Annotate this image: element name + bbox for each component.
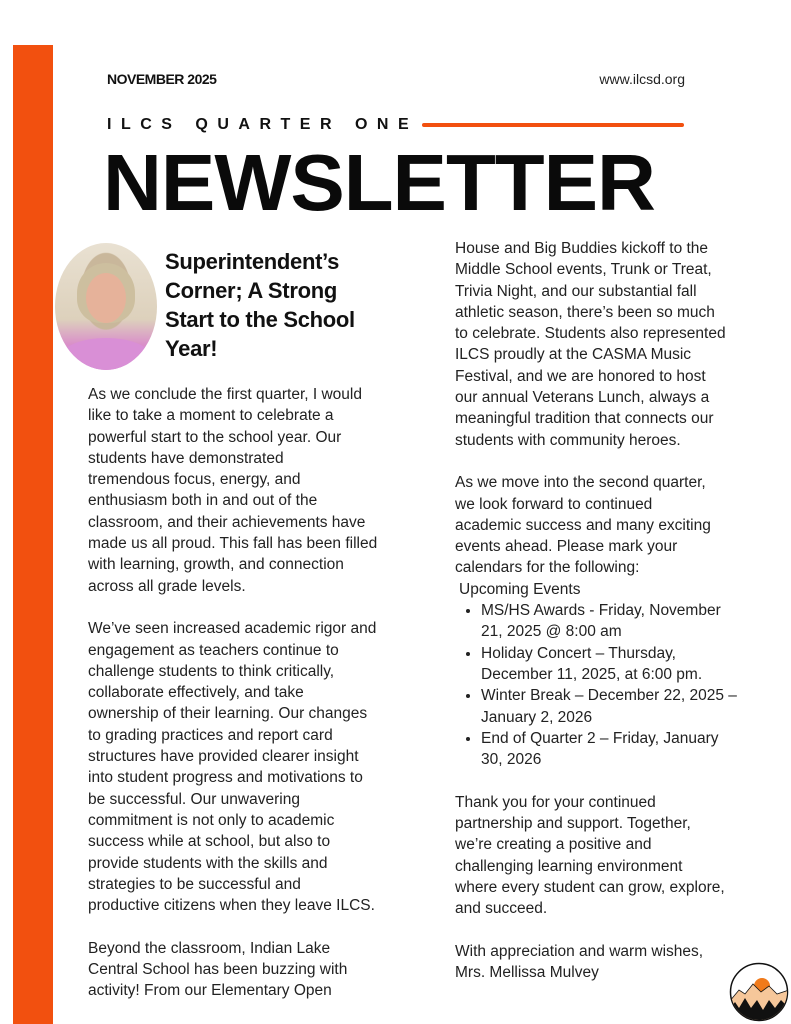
text-line: engagement as teachers continue to (88, 641, 339, 659)
text-line: December 11, 2025, at 6:00 pm. (481, 665, 703, 683)
text-line: challenge students to think critically, (88, 662, 335, 680)
accent-rule (422, 123, 684, 127)
text-line: to grading practices and report card (88, 726, 333, 744)
text-line: athletic season, there’s been so much (455, 303, 715, 321)
text-line: where every student can grow, explore, (455, 878, 725, 896)
text-line: with learning, growth, and connection (88, 556, 344, 574)
events-list (455, 600, 737, 770)
event-item (481, 728, 737, 771)
text-line: Mrs. Mellissa Mulvey (455, 964, 599, 982)
text-line: our annual Veterans Lunch, always a (455, 389, 710, 407)
accent-stripe (13, 45, 53, 1024)
text-line: classroom, and their achievements have (88, 513, 366, 531)
issue-date: NOVEMBER 2025 (107, 71, 217, 87)
text-line: Superintendent’s (165, 249, 340, 274)
website-url: www.ilcsd.org (599, 71, 685, 87)
text-line: students with community heroes. (455, 431, 681, 449)
text-line: be successful. Our unwavering (88, 790, 300, 808)
text-line: collaborate effectively, and take (88, 684, 304, 702)
text-line: ownership of their learning. Our changes (88, 705, 368, 723)
text-line: House and Big Buddies kickoff to the (455, 240, 709, 257)
text-line: 21, 2025 @ 8:00 am (481, 623, 622, 641)
text-line: productive citizens when they leave ILCS. (88, 897, 375, 915)
text-line: As we move into the second quarter, (455, 474, 706, 492)
text-line: • End of Quarter 2 – Friday, January (481, 729, 719, 747)
school-logo-icon (729, 962, 789, 1022)
text-line: students have demonstrated (88, 449, 284, 467)
events-label: Upcoming Events (459, 580, 581, 598)
event-item (481, 600, 737, 643)
text-line: Start to the School (165, 307, 355, 332)
text-line: Middle School events, Trunk or Treat, (455, 261, 712, 279)
text-line: • Winter Break – December 22, 2025 – (481, 687, 737, 705)
text-line: challenging learning environment (455, 857, 683, 875)
text-line: and succeed. (455, 900, 548, 918)
text-line: calendars for the following: (455, 559, 640, 577)
text-line: enthusiasm both in and out of the (88, 492, 318, 510)
kicker: ILCS QUARTER ONE (107, 116, 419, 133)
text-line: provide students with the skills and (88, 854, 328, 872)
text-line: Thank you for your continued (455, 793, 656, 811)
text-line: Trivia Night, and our substantial fall (455, 282, 697, 300)
text-line: • MS/HS Awards - Friday, November (481, 602, 721, 620)
text-line: As we conclude the first quarter, I would (88, 386, 362, 403)
text-line: We’ve seen increased academic rigor and (88, 620, 377, 638)
text-line: activity! From our Elementary Open (88, 982, 332, 1000)
text-line: • Holiday Concert – Thursday, (481, 644, 676, 662)
text-line: January 2, 2026 (481, 708, 593, 726)
text-line: With appreciation and warm wishes, (455, 942, 704, 960)
text-line: academic success and many exciting (455, 516, 711, 534)
left-column (88, 384, 377, 1002)
text-line: Festival, and we are honored to host (455, 367, 706, 385)
event-item (481, 643, 737, 686)
text-line: partnership and support. Together, (455, 815, 691, 833)
superintendent-photo (55, 243, 157, 370)
right-column (455, 238, 737, 983)
text-line: Central School has been buzzing with (88, 961, 348, 979)
text-line: made us all proud. This fall has been filled (88, 535, 378, 553)
text-line: to celebrate. Students also represented (455, 325, 726, 343)
text-line: structures have provided clearer insight (88, 748, 359, 766)
text-line: commitment is not only to academic (88, 811, 335, 829)
page-title: NEWSLETTER (103, 138, 655, 227)
text-line: we’re creating a positive and (455, 836, 652, 854)
text-line: strategies to be successful and (88, 875, 301, 893)
text-line: powerful start to the school year. Our (88, 428, 342, 446)
text-line: events ahead. Please mark your (455, 538, 678, 556)
text-line: meaningful tradition that connects our (455, 410, 714, 428)
article-heading (165, 247, 355, 363)
text-line: Beyond the classroom, Indian Lake (88, 939, 331, 957)
text-line: tremendous focus, energy, and (88, 471, 301, 489)
text-line: Year! (165, 336, 218, 361)
text-line: we look forward to continued (455, 495, 653, 513)
text-line: into student progress and motivations to (88, 769, 363, 787)
text-line: 30, 2026 (481, 751, 542, 769)
text-line: like to take a moment to celebrate a (88, 407, 334, 425)
text-line: Corner; A Strong (165, 278, 338, 303)
text-line: ILCS proudly at the CASMA Music (455, 346, 692, 364)
event-item (481, 685, 737, 728)
text-line: across all grade levels. (88, 577, 246, 595)
text-line: success while at school, but also to (88, 833, 331, 851)
